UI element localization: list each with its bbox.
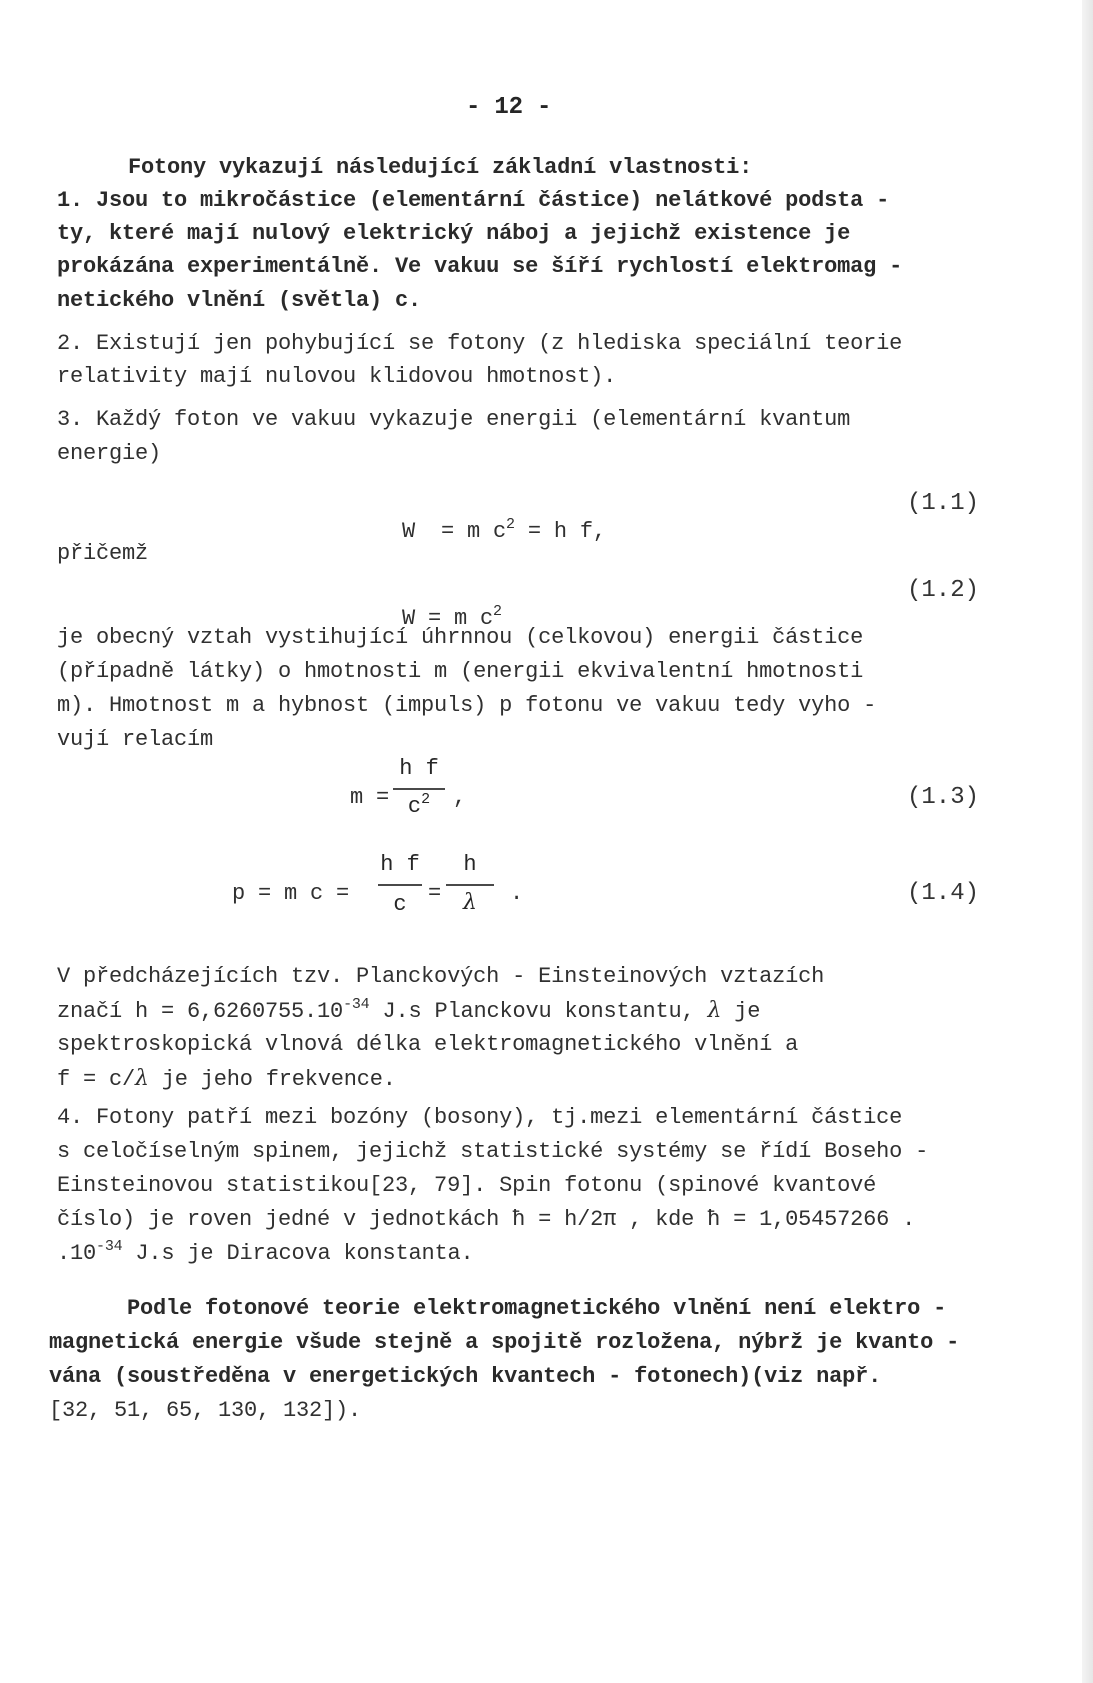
item-4-line-5: [57, 1240, 473, 1268]
item-4-line-2: s celočíselným spinem, jejichž statistické systémy se řídí Boseho -: [57, 1139, 929, 1164]
eq3-denominator: [393, 791, 445, 819]
equation-1-1: [350, 490, 606, 574]
fraction-bar: [393, 788, 445, 790]
planck-line-2-end: je: [721, 999, 761, 1024]
fraction-bar: [378, 884, 422, 886]
eq4-lhs: p = m c =: [232, 881, 350, 906]
item-2-line-2: relativity mají nulovou klidovou hmotnost).: [57, 364, 617, 389]
planck-line-1: V předcházejících tzv. Planckových - Einsteinových vztazích: [57, 964, 825, 989]
eq3-comma: ,: [453, 785, 467, 810]
exponent: -34: [96, 1238, 123, 1255]
eq1-lhs: W = m c: [402, 519, 507, 544]
planck-line-2-text: J.s Planckovu konstantu,: [369, 999, 708, 1024]
planck-line-2: [57, 997, 760, 1026]
exponent: -34: [343, 996, 370, 1013]
dirac-prefix: .10: [57, 1241, 97, 1266]
para2-line-1: je obecný vztah vystihující úhrnnou (celkovou) energii částice: [57, 625, 864, 650]
item-3-line-2: energie): [57, 441, 162, 466]
eq2-lhs: W = m c: [402, 606, 494, 631]
intro-heading: Fotony vykazují následující základní vlastnosti:: [128, 155, 753, 180]
eq4-denominator-lambda: λ: [463, 890, 477, 915]
closing-line-4: [32, 51, 65, 130, 132]).: [49, 1398, 362, 1423]
equation-number-1-4: (1.4): [907, 880, 980, 907]
planck-line-3: spektroskopická vlnová délka elektromagnetického vlnění a: [57, 1032, 799, 1057]
para2-line-2: (případně látky) o hmotnosti m (energii ekvivalentní hmotnosti: [57, 659, 864, 684]
para2-line-4: vují relacím: [57, 727, 214, 752]
item-4-line-1: 4. Fotony patří mezi bozóny (bosony), tj.mezi elementární částice: [57, 1105, 903, 1130]
connector-pricemz: přičemž: [57, 541, 149, 566]
eq3-fraction: [393, 756, 445, 826]
page-number: - 12 -: [466, 94, 552, 121]
eq1-rhs: = h f,: [514, 519, 606, 544]
eq3-numerator: h f: [399, 756, 439, 781]
closing-line-2: magnetická energie všude stejně a spojitě rozložena, nýbrž je kvanto -: [49, 1330, 960, 1355]
eq1-exponent: 2: [506, 516, 515, 533]
eq4-equals: =: [428, 881, 442, 906]
lambda-symbol: λ: [707, 998, 722, 1023]
page-edge-shadow: [1082, 0, 1093, 1683]
item-1-line-3: prokázána experimentálně. Ve vakuu se šíří rychlostí elektromag -: [57, 254, 903, 279]
eq3-den-exponent: 2: [421, 791, 431, 808]
para2-line-3: m). Hmotnost m a hybnost (impuls) p fotonu ve vakuu tedy vyho -: [57, 693, 877, 718]
equation-number-1-3: (1.3): [907, 784, 980, 811]
lambda-symbol: λ: [135, 1066, 149, 1091]
closing-line-3: vána (soustředěna v energetických kvantech - fotonech)(viz např.: [49, 1364, 882, 1389]
equation-number-1-1: (1.1): [907, 490, 980, 517]
eq4-numerator-1: h f: [380, 852, 420, 877]
eq4-numerator-2: h: [463, 852, 477, 877]
planck-constant-text: značí h = 6,6260755.10: [57, 999, 344, 1024]
eq4-fraction-2: [446, 852, 494, 922]
fraction-bar: [446, 884, 494, 886]
eq4-denominator-1: c: [393, 892, 407, 917]
eq3-den-c: c: [407, 794, 422, 819]
eq2-exponent: 2: [493, 603, 502, 620]
closing-line-1: Podle fotonové teorie elektromagnetického vlnění není elektro -: [49, 1296, 947, 1321]
eq4-period: .: [510, 881, 524, 906]
item-3-line-1: 3. Každý foton ve vakuu vykazuje energii (elementární kvantum: [57, 407, 851, 432]
dirac-text: J.s je Diracova konstanta.: [122, 1241, 474, 1266]
planck-line-4-end: je jeho frekvence.: [148, 1067, 396, 1092]
item-1-line-2: ty, které mají nulový elektrický náboj a jejichž existence je: [57, 221, 851, 246]
item-1-line-1: 1. Jsou to mikročástice (elementární částice) nelátkové podsta -: [57, 188, 890, 213]
eq4-fraction-1: [378, 852, 422, 922]
item-4-line-4: číslo) je roven jedné v jednotkách ħ = h/2π , kde ħ = 1,05457266 .: [57, 1207, 916, 1232]
equation-number-1-2: (1.2): [907, 577, 980, 604]
frequency-formula: f = c/: [57, 1067, 136, 1092]
item-2-line-1: 2. Existují jen pohybující se fotony (z hlediska speciální teorie: [57, 331, 903, 356]
eq3-lhs: m =: [350, 785, 390, 810]
item-1-line-4: netického vlnění (světla) c.: [57, 288, 422, 313]
planck-line-4: [57, 1065, 396, 1094]
item-4-line-3: Einsteinovou statistikou[23, 79]. Spin fotonu (spinové kvantové: [57, 1173, 877, 1198]
